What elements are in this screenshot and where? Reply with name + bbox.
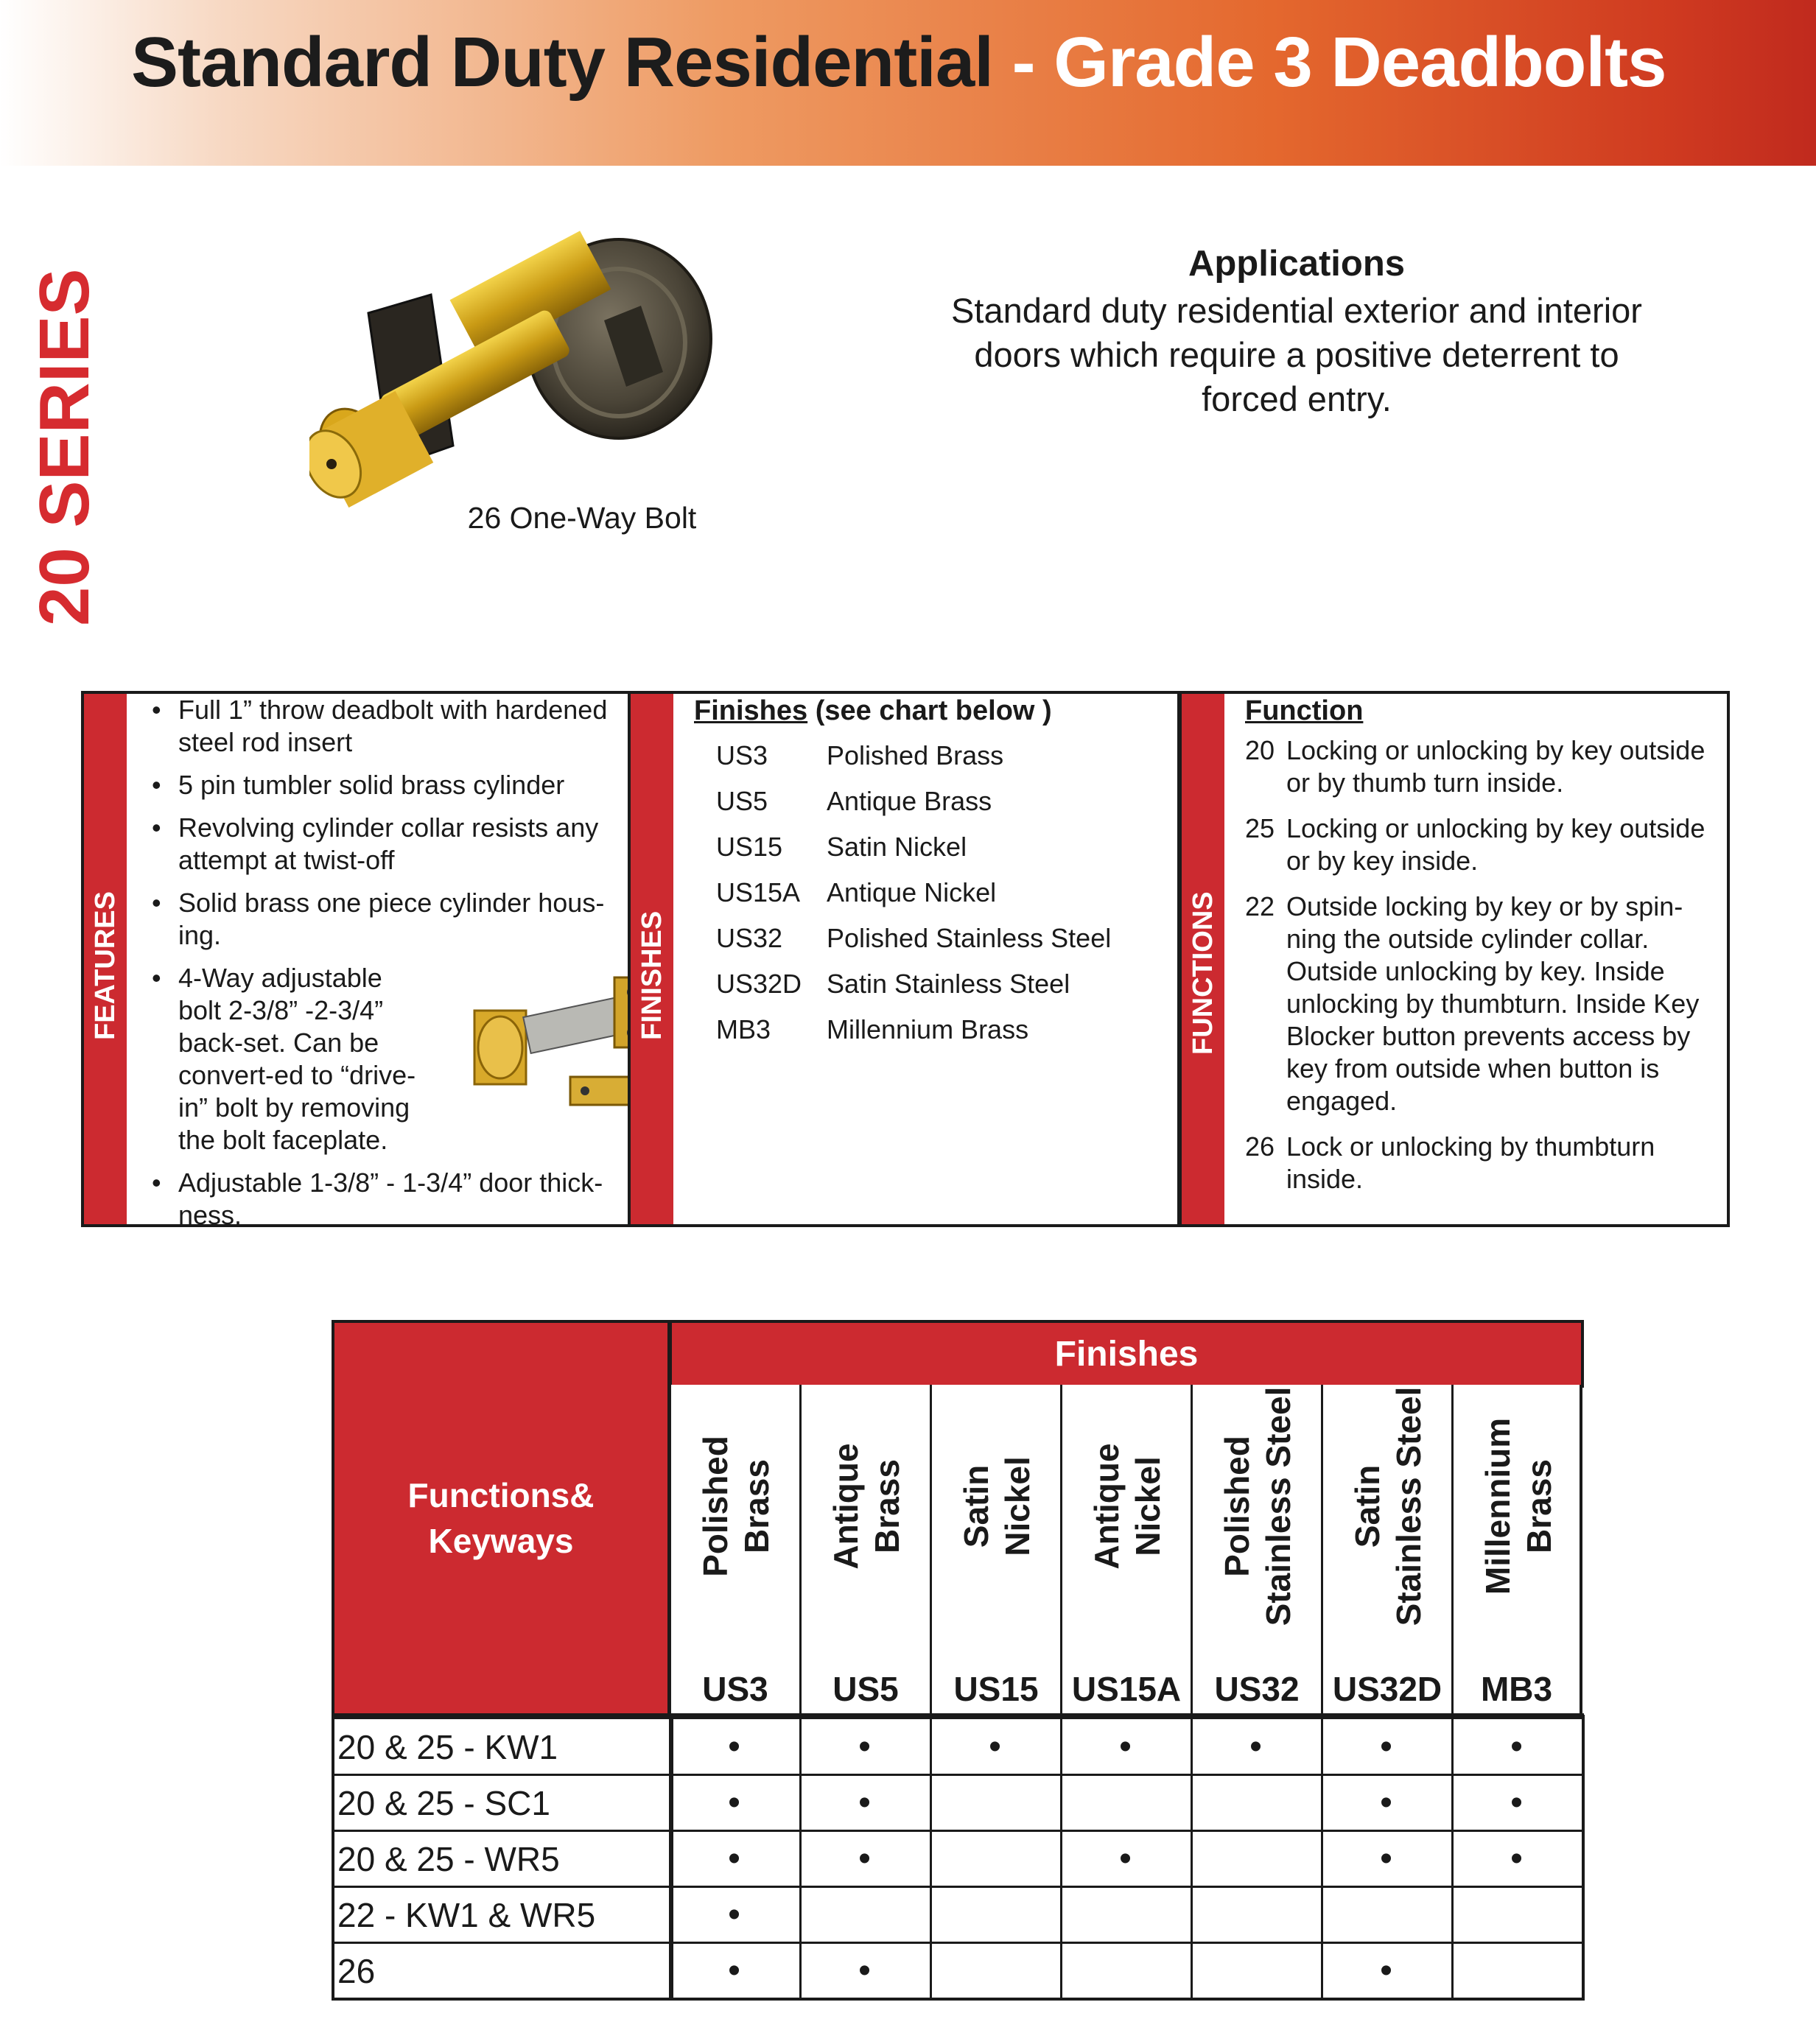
finishes-heading: Finishes (see chart below ) [694,695,1052,726]
table-cell: • [858,1783,871,1822]
finish-row: US32D Satin Stainless Steel [716,969,1070,999]
function-item: 20 Locking or unlocking by key outside or by thumb turn inside. [1245,735,1705,798]
table-cell: • [858,1839,871,1878]
applications-heading: Applications [1188,244,1406,284]
column-finish-code: US3 [702,1670,768,1708]
column-finish-code: US15 [953,1670,1039,1708]
functions-heading: Function [1245,695,1364,726]
column-header-us32 [1191,1385,1321,1716]
function-item: 26 Lock or unlocking by thumbturn inside. [1245,1131,1655,1194]
column-divider [1451,1718,1454,2000]
column-divider [1191,1718,1193,2000]
finish-row: US3 Polished Brass [716,740,1004,770]
table-row-label: 20 & 25 - WR5 [337,1840,560,1878]
table-cell: • [1510,1727,1523,1766]
applications-section [899,243,1694,421]
page-title [131,22,1666,103]
feature-item: • Revolving cylinder collar resists any attempt at twist-off [147,812,613,877]
finishes-header: Finishes [669,1320,1584,1388]
table-row-label: 20 & 25 - KW1 [337,1728,558,1766]
deadbolt-product-image [309,225,722,512]
function-item: 25 Locking or unlocking by key outside or by key inside. [1245,813,1705,876]
finish-row: US32 Polished Stainless Steel [716,923,1112,953]
finishes-stripe [631,694,673,1224]
column-divider [1582,1718,1584,2000]
column-divider [669,1718,673,2000]
feature-item: • Solid brass one piece cylinder hous-ing. [147,887,613,952]
table-cell [1451,1887,1582,1943]
finish-row: US15A Antique Nickel [716,877,997,907]
table-cell: • [728,1839,740,1878]
title-dark: Standard Duty Residential [131,23,993,102]
column-finish-name: Antique Brass [827,1443,906,1570]
finish-row: US15 Satin Nickel [716,832,967,862]
feature-item: • Full 1” throw deadbolt with hardened steel rod insert [147,694,613,759]
table-row-label: 22 - KW1 & WR5 [337,1896,596,1934]
functions-keyways-header: Functions& Keyways [332,1320,670,1716]
row-divider [332,1998,1584,2000]
table-cell: • [728,1783,740,1822]
features-panel [81,691,631,1230]
column-finish-code: MB3 [1480,1670,1553,1708]
table-cell [1191,1775,1321,1831]
column-finish-code: US32D [1332,1670,1442,1708]
table-cell [1191,1831,1321,1887]
column-divider [1321,1718,1323,2000]
table-cell [930,1943,1060,1999]
finish-row: US5 Antique Brass [716,786,992,816]
table-cell [1060,1943,1191,1999]
finish-row: MB3 Millennium Brass [716,1014,1029,1044]
column-divider [1060,1718,1062,2000]
table-cell: • [989,1727,1001,1766]
finishes-label: FINISHES [637,910,667,1040]
column-divider [799,1718,802,2000]
header-divider [332,1713,1584,1719]
table-cell: • [1249,1727,1262,1766]
features-stripe [84,694,127,1224]
column-finish-code: US5 [832,1670,899,1708]
functions-label: FUNCTIONS [1188,891,1219,1055]
header-banner [0,0,1816,166]
features-list [147,694,613,1232]
table-cell: • [1380,1783,1392,1822]
feature-item: • 5 pin tumbler solid brass cylinder [147,769,613,801]
feature-item: • Adjustable 1-3/8” - 1-3/4” door thick-ness. [147,1167,613,1232]
finishes-panel [628,691,1180,1227]
functions-stripe [1182,694,1224,1224]
column-divider [930,1718,932,2000]
applications-line: forced entry. [1202,379,1392,418]
table-cell [1191,1943,1321,1999]
column-finish-name: Satin Stainless Steel [1348,1386,1428,1626]
column-header-us5 [799,1385,930,1716]
table-cell [1451,1943,1582,1999]
column-finish-name: Polished Stainless Steel [1218,1386,1297,1626]
table-cell [1060,1775,1191,1831]
table-cell: • [1510,1783,1523,1822]
column-finish-name: Satin Nickel [957,1456,1037,1556]
column-finish-name: Antique Nickel [1087,1443,1167,1570]
applications-line: Standard duty residential exterior and interior [951,291,1642,330]
table-cell [930,1831,1060,1887]
table-cell: • [1510,1839,1523,1878]
function-item: 22 Outside locking by key or by spin-ning the outside cylinder collar. Outside unlocking by key. Inside unlocking by thumbturn. Inside Key Blocker button prevents access by key from outside when button is engaged. [1245,891,1700,1116]
column-finish-name: Polished Brass [696,1436,776,1577]
column-finish-name: Millennium Brass [1479,1417,1558,1595]
column-header-mb3 [1451,1385,1582,1716]
applications-body [899,289,1694,421]
finishes-chart [332,1320,1584,2005]
table-cell: • [858,1951,871,1990]
table-cell: • [728,1895,740,1934]
table-cell [1191,1887,1321,1943]
functions-panel [1179,691,1730,1227]
series-label: 20 SERIES [25,268,104,626]
applications-line: doors which require a positive deterrent to [974,335,1619,374]
table-cell: • [1380,1951,1392,1990]
finishes-list [694,733,1163,1053]
table-cell [930,1775,1060,1831]
table-cell: • [858,1727,871,1766]
table-cell: • [1119,1727,1132,1766]
column-header-us15a [1060,1385,1191,1716]
column-finish-code: US15A [1071,1670,1182,1708]
table-row-label: 26 [337,1952,376,1990]
functions-list [1245,734,1712,1195]
column-header-us32d [1321,1385,1451,1716]
table-cell: • [1380,1727,1392,1766]
table-cell: • [728,1951,740,1990]
product-caption: 26 One-Way Bolt [467,501,697,535]
table-cell [1321,1887,1451,1943]
table-cell: • [728,1727,740,1766]
title-light: - Grade 3 Deadbolts [1012,23,1666,102]
table-cell: • [1380,1839,1392,1878]
column-header-us3 [669,1385,799,1716]
column-header-us15 [930,1385,1060,1716]
feature-item: • 4-Way adjustable bolt 2-3/8” -2-3/4” back-set. Can be convert-ed to “drive-in” bolt by removing the bolt faceplate. [147,962,613,1156]
table-cell [1060,1887,1191,1943]
table-row-label: 20 & 25 - SC1 [337,1784,550,1822]
table-cell: • [1119,1839,1132,1878]
table-cell [930,1887,1060,1943]
column-finish-code: US32 [1214,1670,1300,1708]
table-cell [799,1887,930,1943]
features-label: FEATURES [90,891,121,1040]
